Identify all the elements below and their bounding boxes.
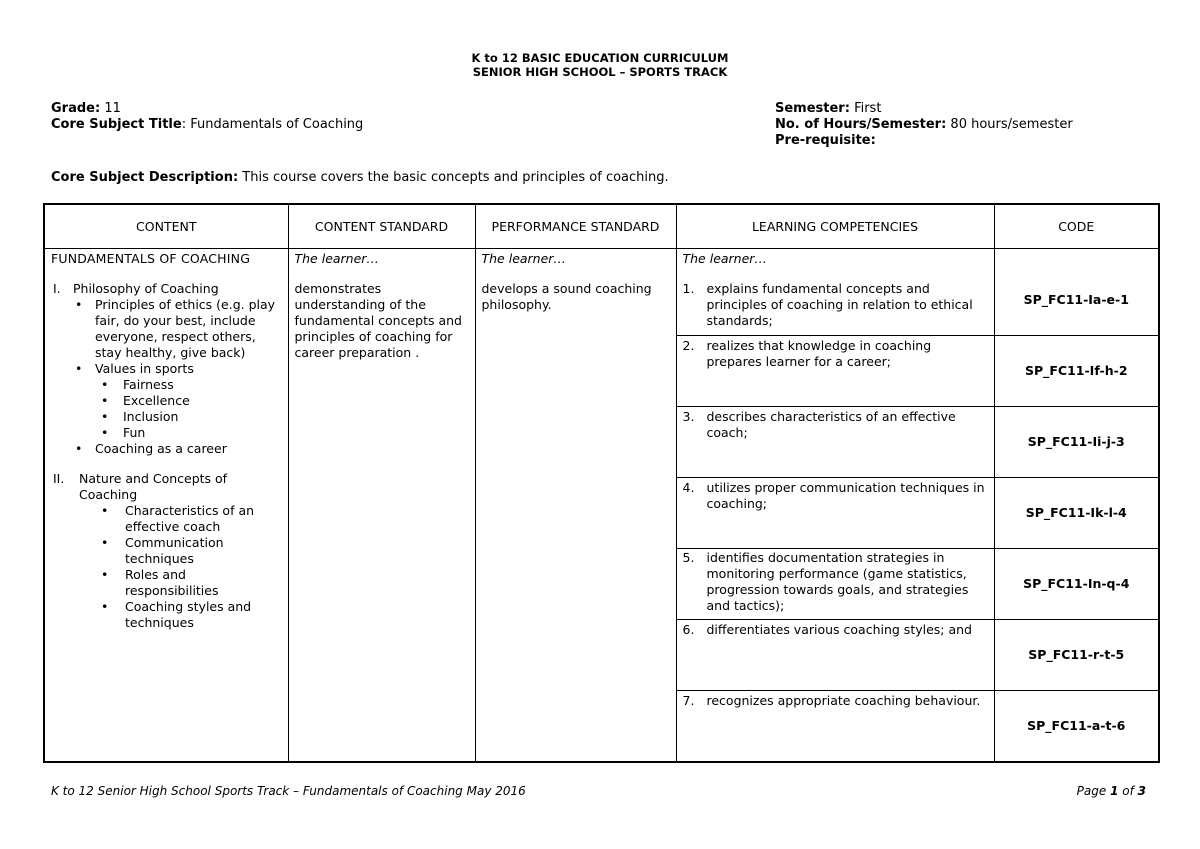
header-content: CONTENT [44,204,288,249]
competency-cell [676,620,994,691]
competency-cell [676,691,994,763]
outline-subbullet: • Roles and responsibilities [101,567,219,598]
prerequisite-label: Pre-requisite: [775,133,876,148]
competency-cell [676,549,994,620]
code-cell: SP_FC11-In-q-4 [994,549,1159,620]
competency-cell [676,478,994,549]
hours-value: 80 hours/semester [950,117,1073,132]
document-header [0,51,1200,79]
competency-cell [676,336,994,407]
header-content-standard: CONTENT STANDARD [288,204,475,249]
code-cell: SP_FC11-If-h-2 [994,336,1159,407]
outline-item: II. Nature and Concepts of Coaching [53,471,228,502]
grade-value: 11 [104,101,121,116]
code-cell: SP_FC11-Ia-e-1 [994,249,1159,336]
performance-standard-cell [475,249,676,763]
table-row [44,249,1159,336]
semester-value: First [854,101,882,116]
subject-title-label: Core Subject Title [51,117,182,132]
subject-title-value: : Fundamentals of Coaching [181,117,364,132]
outline-subbullet: • Excellence [101,393,190,408]
curriculum-table [43,203,1160,763]
content-standard-text: demonstrates understanding of the fundamental concepts and principles of coaching for career preparation . [294,281,462,360]
competency-item: 5. identifies documentation strategies in monitoring performance (game statistics, progression towards goals, and strategies and tactics); [682,550,969,613]
content-title: FUNDAMENTALS OF COACHING [51,251,251,266]
outline-subbullet: • Inclusion [101,409,179,424]
competency-item: 4. utilizes proper communication techniques in coaching; [682,480,985,511]
outline-bullet: • Values in sports [75,361,194,376]
description-label: Core Subject Description: [51,170,239,185]
performance-standard-text: develops a sound coaching philosophy. [481,281,652,312]
semester-label: Semester: [775,101,850,116]
subject-description [51,170,669,185]
footer-page-number: Page 1 of 3 [1076,784,1146,798]
header-performance-standard: PERFORMANCE STANDARD [475,204,676,249]
table-header-row [44,204,1159,249]
code-cell: SP_FC11-a-t-6 [994,691,1159,763]
competency-item: 6. differentiates various coaching styles; and [682,622,972,637]
hours-label: No. of Hours/Semester: [775,117,947,132]
outline-subbullet: • Coaching styles and techniques [101,599,252,630]
meta-left [51,101,363,133]
competency-item: 3. describes characteristics of an effective coach; [682,409,956,440]
content-standard-cell [288,249,475,763]
learner-label: The learner… [682,251,767,266]
content-cell [44,249,288,763]
header-code: CODE [994,204,1159,249]
track-title: SENIOR HIGH SCHOOL – SPORTS TRACK [472,65,728,79]
outline-bullet: • Principles of ethics (e.g. play fair, do your best, include everyone, respect others, stay healthy, give back) [75,297,276,360]
meta-right [775,101,1073,149]
outline-item: I. Philosophy of Coaching [53,281,219,296]
learner-label: The learner… [481,251,566,266]
code-cell: SP_FC11-Ii-j-3 [994,407,1159,478]
competency-cell [676,407,994,478]
grade-label: Grade: [51,101,101,116]
code-cell: SP_FC11-r-t-5 [994,620,1159,691]
competency-item: 7. recognizes appropriate coaching behaviour. [682,693,981,708]
code-cell: SP_FC11-Ik-l-4 [994,478,1159,549]
learner-label: The learner… [294,251,379,266]
outline-subbullet: • Communication techniques [101,535,224,566]
description-text: This course covers the basic concepts and principles of coaching. [242,170,669,185]
competency-item: 2. realizes that knowledge in coaching prepares learner for a career; [682,338,932,369]
competency-item: 1. explains fundamental concepts and principles of coaching in relation to ethical standards; [682,281,973,328]
header-learning-competencies: LEARNING COMPETENCIES [676,204,994,249]
outline-subbullet: • Characteristics of an effective coach [101,503,255,534]
competency-cell [676,249,994,336]
outline-bullet: • Coaching as a career [75,441,227,456]
footer-document-title: K to 12 Senior High School Sports Track – Fundamentals of Coaching May 2016 [51,784,526,798]
curriculum-title: K to 12 BASIC EDUCATION CURRICULUM [471,51,729,65]
outline-subbullet: • Fairness [101,377,174,392]
outline-subbullet: • Fun [101,425,146,440]
